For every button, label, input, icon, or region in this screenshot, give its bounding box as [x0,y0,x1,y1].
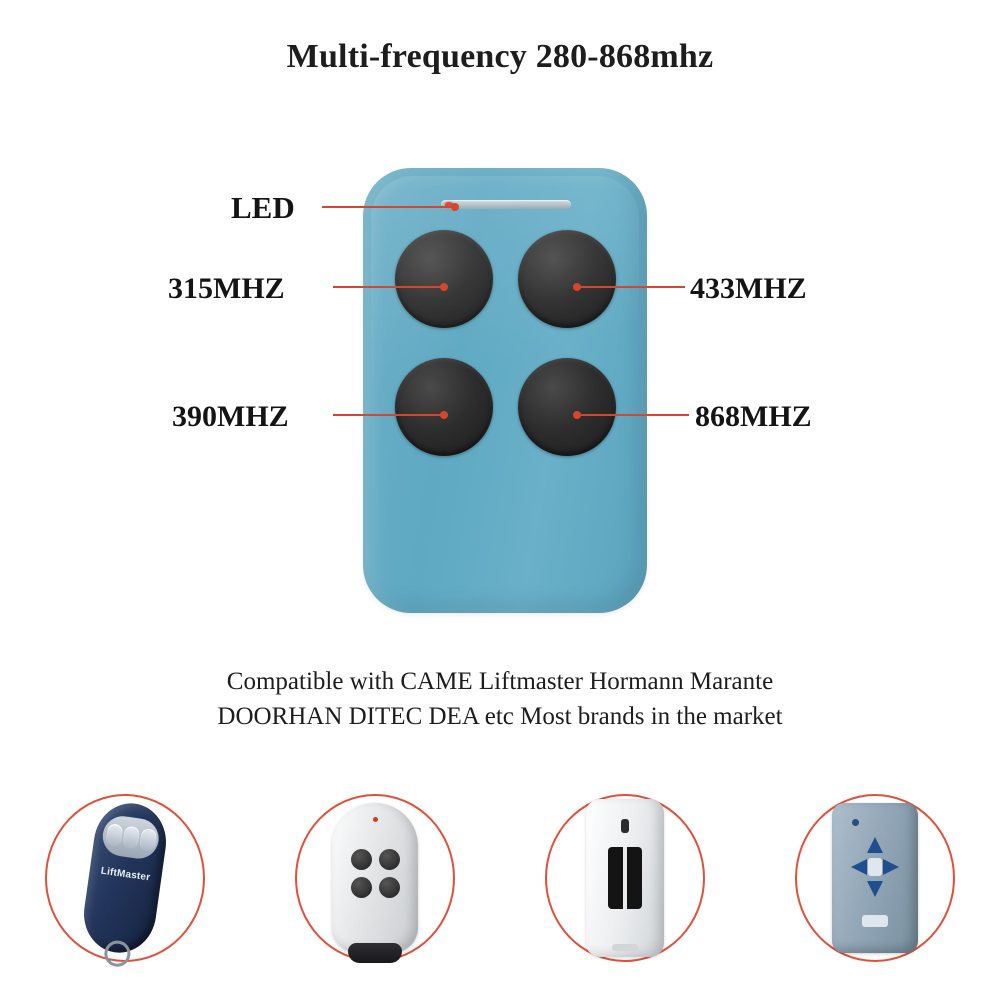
leader-dot-icon [573,283,581,291]
callout-label-315mhz: 315MHZ [168,272,285,305]
remote-strip [862,915,888,927]
slot-remote-body [586,799,664,957]
liftmaster-button [105,823,123,847]
white-remote-body [332,803,418,953]
remote-button-433mhz[interactable] [518,230,616,328]
remote-button-315mhz[interactable] [395,230,493,328]
arrow-keypad [851,837,899,897]
remote-button [379,849,400,870]
led-strip [441,200,571,209]
led-indicator-icon [373,817,378,822]
keypad-center [868,858,882,876]
callout-label-868mhz: 868MHZ [695,400,812,433]
arrow-down-icon [867,881,883,897]
compatibility-line-1: Compatible with CAME Liftmaster Hormann Marante [226,668,774,695]
remote-body [363,168,647,613]
callout-label-433mhz: 433MHZ [690,272,807,305]
arrow-up-icon [867,837,883,853]
leader-line-led [322,206,457,208]
liftmaster-button [122,826,140,850]
led-indicator-icon [621,819,629,833]
keypad-remote-body [832,803,918,953]
remote-slot [608,847,642,909]
compatibility-line-2: DOORHAN DITEC DEA etc Most brands in the market [217,703,783,730]
page-title: Multi-frequency 280-868mhz [286,38,714,75]
liftmaster-button [139,828,157,852]
compatible-remotes-gallery [0,778,1000,978]
remote-button-868mhz[interactable] [518,358,616,456]
leader-line-315mhz [333,286,446,288]
leader-line-390mhz [333,414,446,416]
remote-button [379,877,400,898]
keyring-icon [103,939,132,968]
leader-dot-icon [451,203,459,211]
callout-label-390mhz: 390MHZ [172,400,289,433]
thumbnail-blue-keypad-remote[interactable] [785,788,965,968]
leader-line-433mhz [575,286,685,288]
thumbnail-white-four-button-remote[interactable] [285,788,465,968]
compatibility-text [0,664,1000,734]
callout-label-led: LED [231,190,295,225]
leader-dot-icon [440,283,448,291]
liftmaster-button-row [100,814,161,861]
remote-control-image [363,168,647,613]
remote-base [612,944,638,951]
thumbnail-liftmaster-remote[interactable] [35,788,215,968]
arrow-right-icon [883,859,899,875]
liftmaster-brand-label: LiftMaster [100,865,151,884]
remote-button [351,849,372,870]
led-indicator-icon [852,819,859,826]
leader-line-868mhz [575,414,689,416]
remote-button-390mhz[interactable] [395,358,493,456]
leader-dot-icon [440,411,448,419]
leader-dot-icon [573,411,581,419]
thumbnail-white-slot-remote[interactable] [535,788,715,968]
arrow-left-icon [851,859,867,875]
remote-button [351,877,372,898]
remote-base [348,943,402,963]
